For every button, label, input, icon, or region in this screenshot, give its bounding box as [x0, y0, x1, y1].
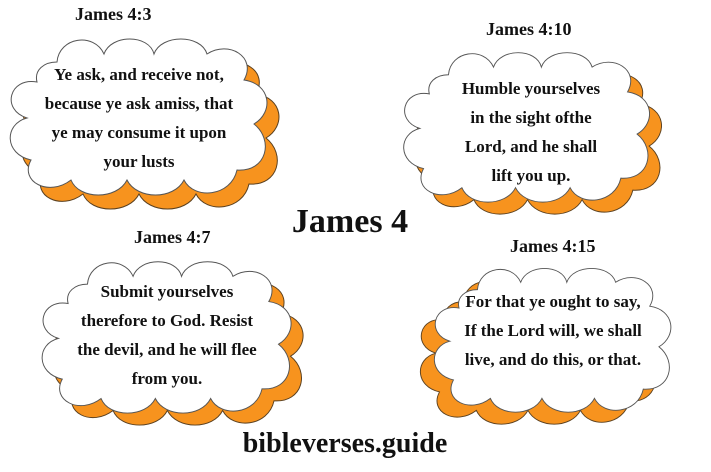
verse-line: Lord, and he shall: [464, 137, 598, 156]
verse-reference-james-4-10: James 4:10: [486, 19, 572, 39]
verse-line: live, and do this, or that.: [464, 349, 642, 369]
verse-line: therefore to God. Resist: [80, 311, 254, 330]
verse-line: because ye ask amiss, that: [44, 94, 234, 113]
verse-cloud-james-4-15: [422, 262, 684, 414]
verse-line: Submit yourselves: [100, 282, 234, 301]
verse-cloud-james-4-7: [36, 255, 298, 415]
verse-line: Humble yourselves: [461, 79, 601, 98]
verse-cloud-james-4-10: [396, 46, 658, 204]
verse-line: ye may consume it upon: [51, 123, 227, 142]
verse-reference-james-4-15: James 4:15: [510, 236, 596, 256]
verse-line: For that ye ought to say,: [465, 291, 641, 311]
verse-line: the devil, and he will flee: [77, 340, 257, 359]
verse-text: [396, 74, 666, 190]
site-watermark: bibleverses.guide: [242, 428, 448, 459]
verse-text: [36, 277, 298, 393]
verse-line: in the sight ofthe: [470, 108, 592, 127]
verse-line: Ye ask, and receive not,: [54, 65, 224, 84]
verse-text: [422, 280, 684, 380]
verse-line: from you.: [131, 369, 203, 388]
verse-line: your lusts: [103, 152, 175, 171]
page-title: James 4: [291, 203, 409, 240]
verse-cloud-james-4-3: [8, 32, 270, 197]
verse-reference-james-4-3: James 4:3: [75, 4, 152, 24]
verse-line: lift you up.: [491, 166, 571, 185]
verse-reference-james-4-7: James 4:7: [134, 227, 211, 247]
verse-line: If the Lord will, we shall: [464, 320, 642, 340]
verse-text: [8, 60, 270, 176]
